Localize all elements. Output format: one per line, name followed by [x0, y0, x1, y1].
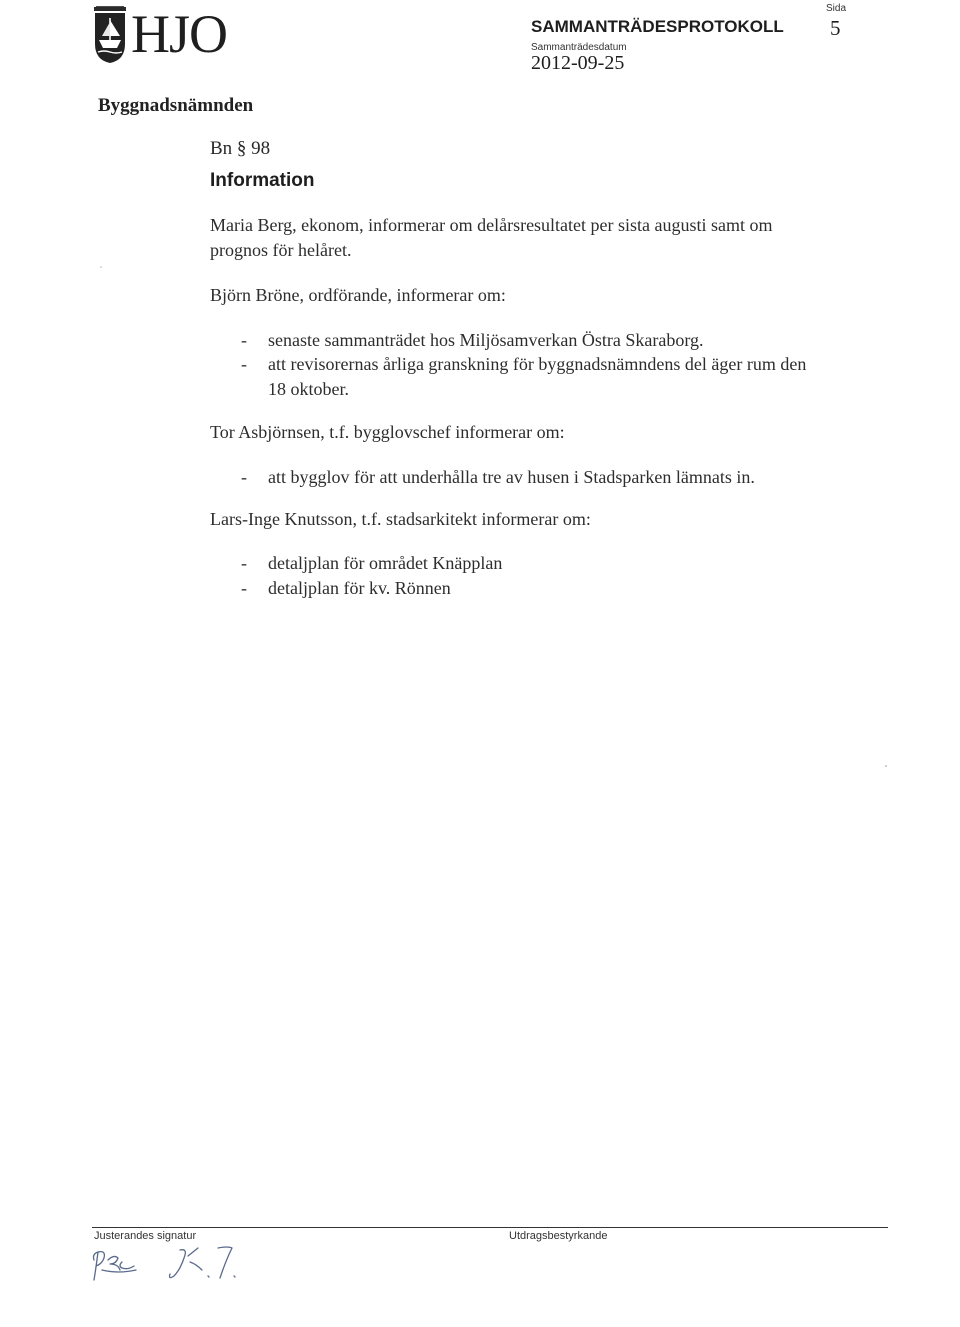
meeting-date-label: Sammanträdesdatum: [531, 42, 627, 53]
signature-label: Justerandes signatur: [94, 1230, 197, 1242]
excerpt-certification-label: Utdragsbestyrkande: [509, 1230, 608, 1242]
scan-speck: [885, 765, 887, 767]
meeting-date: 2012-09-25: [531, 52, 625, 74]
list-item-text: att revisorernas årliga granskning för byggnadsnämndens del äger rum den: [268, 354, 807, 374]
speaker-3-intro: Lars-Inge Knutsson, t.f. stadsarkitekt informerar om:: [210, 509, 591, 529]
list-item-text-continuation: 18 oktober.: [268, 379, 349, 399]
page-number: 5: [830, 16, 841, 40]
list-item-text: senaste sammanträdet hos Miljösamverkan Östra Skaraborg.: [268, 330, 704, 350]
list-item-text: detaljplan för området Knäpplan: [268, 553, 503, 573]
list-bullet: -: [241, 330, 247, 350]
list-bullet: -: [241, 553, 247, 573]
section-heading: Information: [210, 170, 315, 191]
speaker-1-intro: Björn Bröne, ordförande, informerar om:: [210, 285, 506, 305]
list-item-text: att bygglov för att underhålla tre av husen i Stadsparken lämnats in.: [268, 467, 755, 487]
committee-name: Byggnadsnämnden: [98, 95, 254, 116]
list-item-text: detaljplan för kv. Rönnen: [268, 578, 451, 598]
list-bullet: -: [241, 354, 247, 374]
signature-icon: [88, 1240, 248, 1288]
hjo-crest-icon: [92, 6, 128, 64]
scan-speck: [100, 266, 102, 268]
list-bullet: -: [241, 578, 247, 598]
speaker-2-intro: Tor Asbjörnsen, t.f. bygglovschef informerar om:: [210, 422, 565, 442]
municipality-logo-text: HJO: [131, 4, 228, 64]
intro-line-2: prognos för helåret.: [210, 240, 352, 260]
footer-divider: [92, 1227, 888, 1228]
document-title: SAMMANTRÄDESPROTOKOLL: [531, 17, 784, 36]
page-label: Sida: [826, 3, 847, 14]
list-bullet: -: [241, 467, 247, 487]
intro-line-1: Maria Berg, ekonom, informerar om delårsresultatet per sista augusti samt om: [210, 215, 773, 235]
paragraph-reference: Bn § 98: [210, 138, 271, 159]
